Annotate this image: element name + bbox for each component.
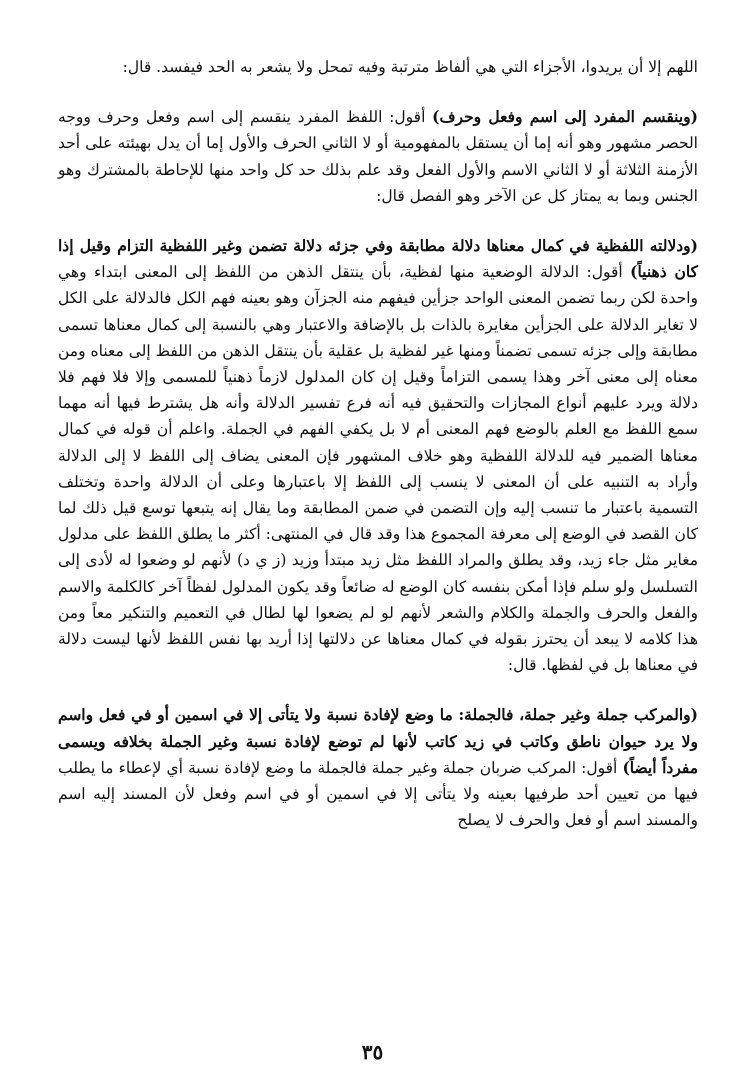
paragraph-gap <box>58 209 698 233</box>
commentary-text: أقول: الدلالة الوضعية منها لفظية، بأن ينتقل الذهن من اللفظ إلى المعنى ابتداء وهي واحدة لكن ربما تضمن المعنى الواحد جزأين فيفهم منه الجزآن وهو بعينه فهم الكل فالدلالة على الكل لا تغاير الدلالة على الجزأين مغايرة بالذات بل بالإضافة والاعتبار وهي بالنسبة إلى كمال معناها تسمى مطابقة وإلى جزئه تسمى تضمناً ومنها غير لفظية بل عقلية بأن ينتقل الذهن من اللفظ إلى معناه ومن معناه إلى معنى آخر وهذا يسمى التزاماً وقيل إن كان المدلول لازماً ذهنياً للمسمى وإلا فلا فهم فلا دلالة ويرد عليهم أنواع المجازات والتحقيق فيه أنه فرع تفسير الدلالة وأنه هل يشترط فيها أنه مهما سمع اللفظ مع العلم بالوضع فهم المعنى أم لا بل يكفي الفهم في الجملة. واعلم أن قوله في كمال معناها الضمير فيه للدلالة اللفظية وهو خلاف المشهور فإن المعنى يضاف إلى اللفظ لا إلى الدلالة وأراد به التنبيه على أن المعنى لا ينسب إلى اللفظ إلا باعتبارها وعلى أن الدلالة واحدة وتختلف التسمية باعتبار ما تنسب إليه وإن التضمن في ضمن المطابقة وما يقال إنه يتبعها توسع قيل ذلك لما كان القصد في الوضع إلى معرفة المجموع هذا وقد قال في المنتهى: أكثر ما يطلق اللفظ على مدلول مغاير مثل جاء زيد، وقد يطلق والمراد اللفظ مثل زيد مبتدأ وزيد (ز ي د) لأنهم لو وضعوا له لأدى إلى التسلسل ولو سلم فإذا أمكن بنفسه كان الوضع له ضائعاً وقد يكون المدلول لفظاً آخر كالكلمة والاسم والفعل والحرف والجملة والكلام والشعر لأنهم لو لم يضعوا لها لطال في التعميم والتنكير معاً ومن هذا كلامه لا يبعد أن يحترز بقوله في كمال معناها عن دلالتها إذا أريد بها نفس اللفظ لأنها ليست دلالة في معناها بل في لفظها. قال: <box>58 263 698 675</box>
paragraph <box>58 702 698 833</box>
paragraph <box>58 104 698 209</box>
matn-quote: (والمركب جملة وغير جملة، فالجملة: ما وضع لإفادة نسبة ولا يتأتى إلا في اسمين أو في فعل واسم ولا يرد حيوان ناطق وكاتب في زيد كاتب لأنها لم توضع لإفادة نسبة وغير الجملة بخلافه ويسمى مفرداً أيضاً) <box>58 705 699 777</box>
matn-quote: (ودلالته اللفظية في كمال معناها دلالة مطابقة وفي جزئه دلالة تضمن وغير اللفظية التزام وقيل إذا كان ذهنياً) <box>58 236 698 282</box>
page-number: ٣٥ <box>361 1040 384 1064</box>
paragraph-text: اللهم إلا أن يريدوا، الأجزاء التي هي ألفاظ مترتبة وفيه تمحل ولا يشعر به الحد فيفسد. قال: <box>122 58 698 76</box>
commentary-text: أقول: المركب ضربان جملة وغير جملة فالجملة ما وضع لإفادة نسبة أي لإعطاء ما يطلب فيها من تعيين أحد طرفيها بعينه ولا يتأتى إلا في اسمين أو في اسم وفعل لأن المسند إليه اسم والمسند اسم أو فعل والحرف لا يصلح <box>58 758 698 830</box>
matn-quote: (وينقسم المفرد إلى اسم وفعل وحرف) <box>432 107 698 127</box>
commentary-text: أقول: اللفظ المفرد ينقسم إلى اسم وفعل وحرف ووجه الحصر مشهور وهو أنه إما أن يستقل بالمفهومية أو لا الثاني الحرف والأول إما أن يدل بهيئته على أحد الأزمنة الثلاثة أو لا الثاني الاسم والأول الفعل وقد علم بذلك حد كل واحد منها للإحاطة بالمشترك وهو الجنس وبما به يمتاز كل عن الآخر وهو الفصل قال: <box>58 108 698 205</box>
paragraph <box>58 54 698 80</box>
paragraph <box>58 233 698 678</box>
page-body <box>58 54 698 833</box>
paragraph-gap <box>58 678 698 702</box>
paragraph-gap <box>58 80 698 104</box>
